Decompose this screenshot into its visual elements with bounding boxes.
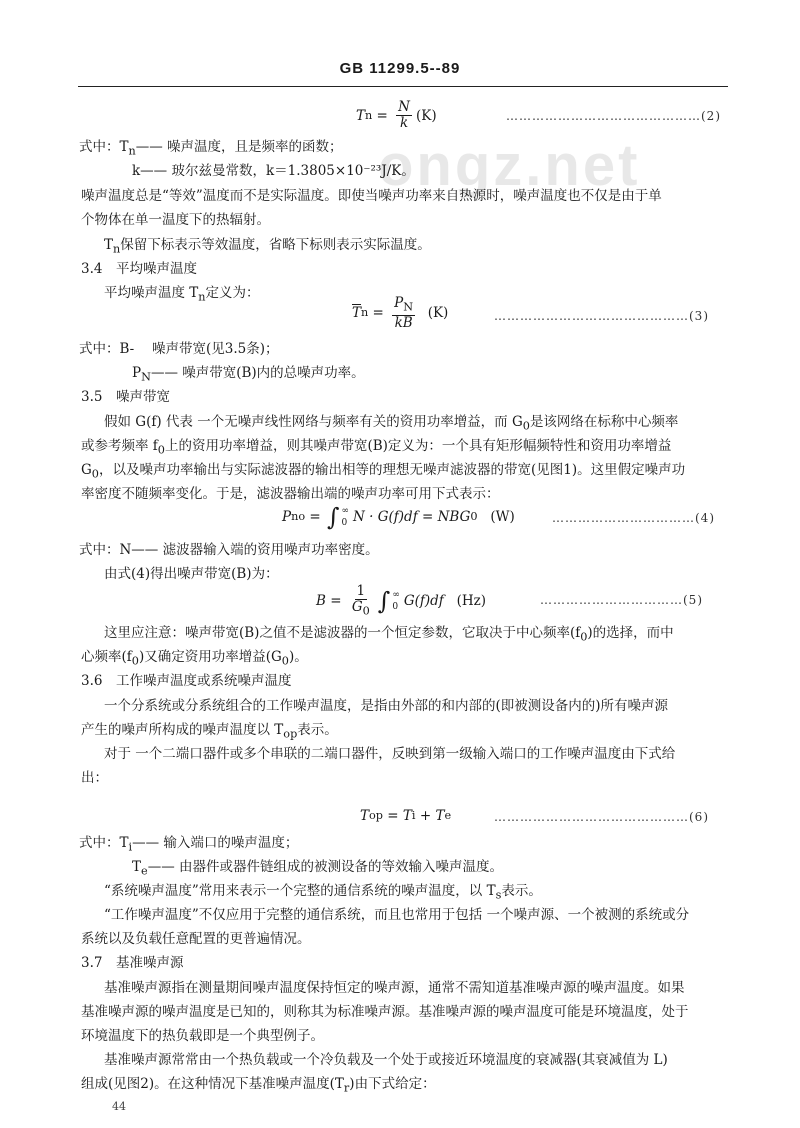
para-two-port-b: 出： [81,770,108,786]
section-3-7-heading: 3.7 基准噪声源 [81,955,184,971]
eq3-lhs-sub: n [361,306,369,320]
para-reference-source-b: 基准噪声源的噪声温度是已知的，则称其为标准噪声源。基准噪声源的噪声温度可能是环境温度，处于 [81,1004,689,1020]
section-3-6-heading: 3.6 工作噪声温度或系统噪声温度 [81,673,292,689]
eq2-numerator: N [398,99,410,115]
eq3-numerator: P [394,295,404,311]
var-def-k: k—— 玻尔兹曼常数，k＝1.3805×10⁻²³J/K。 [132,163,415,179]
para-operating-temp-b: 产生的噪声所构成的噪声温度以 $T_{op}$表示。 [81,722,338,741]
eq6-rhs2-sub: e [444,809,452,822]
eq6-rhs1-sub: i [411,809,416,822]
eq6-lhs: T [360,808,370,824]
standard-header-code: GB 11299.5--89 [339,60,461,77]
eq4-unit: (W) [490,509,515,525]
eq6-rhs1: T [402,808,412,824]
eq5-numerator: 1 [356,583,366,599]
equation-6: T op = T i + T e [360,808,452,824]
eq5-lower-limit: 0 [392,602,399,613]
equation-4-number: ……………………………(4) [552,511,715,525]
var-def-pn: $P_N——$ 噪声带宽(B)内的总噪声功率。 [132,365,365,384]
eq4-lhs-sub: no [291,510,306,523]
para-reference-composition-b: 组成(见图2)。在这种情况下基准噪声温度$(T_r)$由下式给定： [81,1076,436,1095]
eq4-integral-sign: ∫ [327,503,340,531]
para-bandwidth-b: 或参考频率 $f_0$上的资用功率增益，则其噪声带宽(B)定义为：一个具有矩形幅频特性和资用功率增益 [81,438,672,457]
eq2-fraction [396,100,412,131]
para-note-a: 这里应注意：噪声带宽(B)之值不是滤波器的一个恒定参数，它取决于中心频率$(f_0)$的选择，而中 [104,625,674,644]
section-3-4-body: 平均噪声温度 $T_n$定义为： [104,285,260,304]
para-noise-temp-1a: 噪声温度总是“等效”温度而不是实际温度。即使当噪声功率来自热源时，噪声温度也不仅是由于单 [81,188,662,204]
eq3-numerator-sub: N [403,300,414,314]
eq5-unit: (Hz) [456,593,487,610]
para-two-port-a: 对于 一个二端口器件或多个串联的二端口器件，反映到第一级输入端口的工作噪声温度由下式给 [104,746,676,762]
var-def-n: 式中：N—— 滤波器输入端的资用噪声功率密度。 [79,542,379,558]
eq3-denominator: kB [394,314,413,331]
eq3-fraction [392,296,415,331]
eq4-lhs: P [282,509,292,525]
eq4-lower-limit: 0 [341,518,348,528]
para-from-eq4: 由式(4)得出噪声带宽(B)为： [104,566,279,582]
var-def-b: 式中：B- 噪声带宽(见3.5条)； [79,341,279,357]
eq2-denominator: k [399,115,409,131]
eq3-lhs: $\overline{T}$ [352,305,362,322]
eq2-unit: (K) [415,107,437,124]
equation-6-number: ………………………………………(6) [494,810,709,824]
eq6-rhs2: T [435,808,445,824]
para-reference-composition-a: 基准噪声源常常由一个热负载或一个冷负载及一个处于或接近环境温度的衰减器(其衰减值为 L) [104,1052,668,1068]
section-3-4-heading: 3.4 平均噪声温度 [81,261,197,277]
eq5-denominator-sub: 0 [362,604,370,618]
para-reference-source-c: 环境温度下的热负载即是一个典型例子。 [81,1028,324,1044]
section-3-5-heading: 3.5 噪声带宽 [81,389,170,405]
var-def-tn: 式中：$T_n——$ 噪声温度，且是频率的函数； [79,139,343,158]
watermark-text: ongz.net [378,133,641,198]
eq6-lhs-sub: op [369,809,383,822]
para-operating-usage-a: “工作噪声温度”不仅应用于完整的通信系统，而且也常用于包括 一个噪声源、一个被测的系统或分 [104,907,690,923]
para-bandwidth-c: $G_0$，以及噪声功率输出与实际滤波器的输出相等的理想无噪声滤波器的带宽(见图1)。这里假定噪声功 [81,462,686,481]
para-noise-temp-2: $T_n$保留下标表示等效温度，省略下标则表示实际温度。 [104,237,431,256]
para-note-b: 心频率$(f_0)$又确定资用功率增益$(G_0)$。 [81,649,308,668]
para-bandwidth-d: 率密度不随频率变化。于是，滤波器输出端的噪声功率可用下式表示： [81,486,500,502]
equation-2-number: ………………………………………(2) [506,109,721,123]
eq4-upper-limit: ∞ [341,506,350,516]
equation-5: B = $\frac{1}{G_0}$ ∫ ∞ 0 G(f)df (Hz) [316,583,487,618]
eq5-body: G(f)df [403,593,444,610]
eq5-denominator: G [351,599,363,615]
para-noise-temp-1b: 个物体在单一温度下的热辐射。 [81,212,270,228]
para-reference-source-a: 基准噪声源指在测量期间噪声温度保持恒定的噪声源，通常不需知道基准噪声源的噪声温度。如果 [104,980,685,996]
equation-3: $\overline{T}$ n = $\frac{P_N}{kB}$ (K) [352,295,449,331]
var-def-te: $T_e——$ 由器件或器件链组成的被测设备的等效输入噪声温度。 [132,859,503,878]
para-operating-usage-b: 系统以及负载任意配置的更普遍情况。 [81,931,311,947]
eq5-upper-limit: ∞ [392,590,400,601]
equation-5-number: ……………………………(5) [540,593,703,607]
para-system-temp: “系统噪声温度”常用来表示一个完整的通信系统的噪声温度，以 $T_s$表示。 [104,883,542,902]
eq4-body: N · G(f)df = NBG [353,509,471,525]
para-bandwidth-a: 假如 G(f) 代表 一个无噪声线性网络与频率有关的资用功率增益，而 $G_0$是该网络在标称中心频率 [104,414,679,433]
eq2-lhs: T [356,107,366,124]
equation-4: P no = ∫ ∞ 0 N · G(f)df = NBG 0 (W) [282,503,515,531]
eq5-lhs: B [316,593,326,610]
eq4-body-sub: 0 [470,510,478,523]
var-def-ti: 式中：$T_i——$ 输入端口的噪声温度； [79,835,299,854]
header-rule [78,86,728,87]
eq5-fraction [350,584,372,619]
equation-3-number: ………………………………………(3) [494,309,709,323]
page-number: 44 [112,1100,126,1113]
para-operating-temp-a: 一个分系统或分系统组合的工作噪声温度，是指由外部的和内部的(即被测设备内的)所有噪声源 [104,698,669,714]
eq2-lhs-sub: n [365,108,373,122]
eq5-integral-sign: ∫ [377,587,391,616]
eq3-unit: (K) [427,305,449,322]
equation-2: T n = $\frac{N}{k}$ (K) [356,99,437,131]
